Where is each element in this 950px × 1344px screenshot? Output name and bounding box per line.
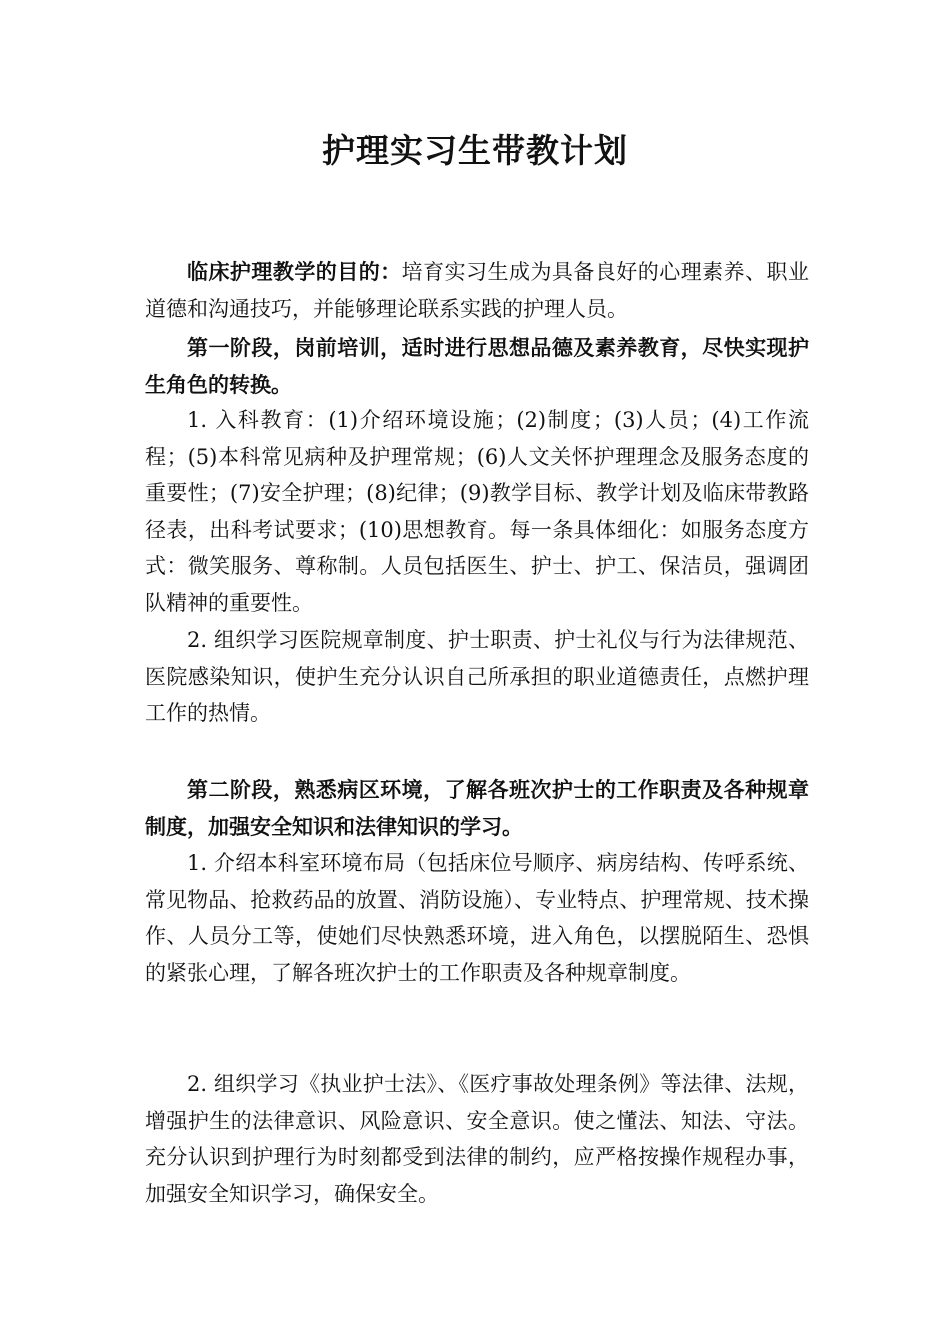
document-title: 护理实习生带教计划 <box>322 131 628 170</box>
purpose-label: 临床护理教学的目的： <box>187 259 402 284</box>
purpose-text: 培育实习生成为具备良好的心理素养、职业道德和沟通技巧，并能够理论联系实践的护理人员。 <box>145 260 810 321</box>
purpose-paragraph <box>145 254 809 327</box>
stage2-item-2: 2. 组织学习《执业护士法》、《医疗事故处理条例》等法律、法规，增强护生的法律意识、风险意识、安全意识。使之懂法、知法、守法。充分认识到护理行为时刻都受到法律的制约，应严格按操作规程办事，加强安全知识学习，确保安全。 <box>145 1072 809 1206</box>
stage1-item-2: 2. 组织学习医院规章制度、护士职责、护士礼仪与行为法律规范、医院感染知识，使护生充分认识自己所承担的职业道德责任，点燃护理工作的热情。 <box>145 628 809 725</box>
stage2-heading: 第二阶段，熟悉病区环境，了解各班次护士的工作职责及各种规章制度，加强安全知识和法律知识的学习。 <box>145 777 809 839</box>
stage2-item-1: 1. 介绍本科室环境布局（包括床位号顺序、病房结构、传呼系统、常见物品、抢救药品的放置、消防设施）、专业特点、护理常规、技术操作、人员分工等，使她们尽快熟悉环境，进入角色，以摆脱陌生、恐惧的紧张心理，了解各班次护士的工作职责及各种规章制度。 <box>145 851 809 985</box>
stage1-heading: 第一阶段，岗前培训，适时进行思想品德及素养教育，尽快实现护生角色的转换。 <box>145 335 809 397</box>
stage1-item-1: 1. 入科教育：(1)介绍环境设施；(2)制度；(3)人员；(4)工作流程；(5)本科常见病种及护理常规；(6)人文关怀护理理念及服务态度的重要性；(7)安全护理；(8)纪律；(9)教学目标、教学计划及临床带教路径表，出科考试要求；(10)思想教育。每一条具体细化：如服务态度方式：微笑服务、尊称制。人员包括医生、护士、护工、保洁员，强调团队精神的重要性。 <box>145 408 809 615</box>
